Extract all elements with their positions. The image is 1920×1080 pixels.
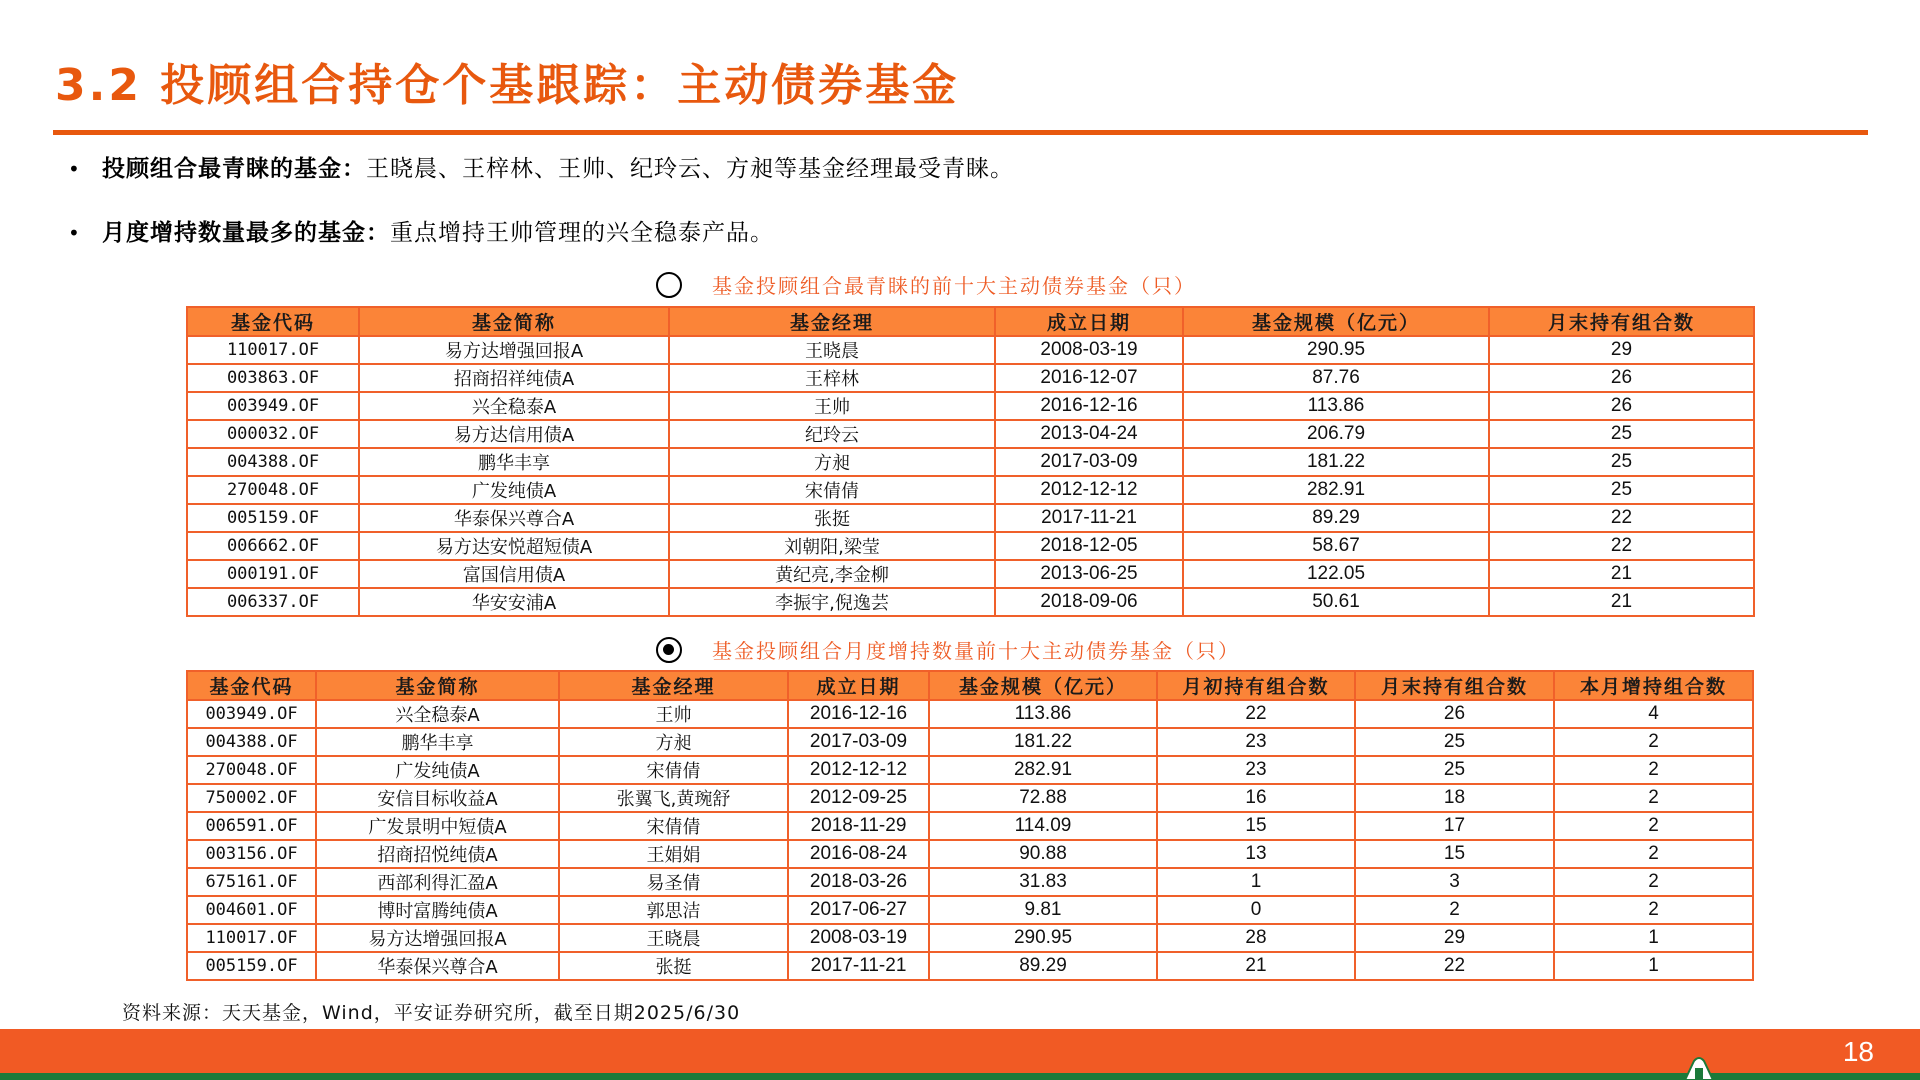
radio-filled-icon: [656, 637, 682, 663]
table-cell: 31.83: [929, 868, 1157, 896]
table-cell: 1: [1554, 924, 1753, 952]
table-cell: 2018-03-26: [788, 868, 929, 896]
table-cell: 90.88: [929, 840, 1157, 868]
table-cell: 23: [1157, 756, 1355, 784]
col-fund-name: 基金简称: [359, 307, 669, 336]
table-cell: 2017-11-21: [995, 504, 1183, 532]
table-cell: 290.95: [1183, 336, 1489, 364]
table-header-row: [187, 307, 1754, 336]
table-cell: 181.22: [1183, 448, 1489, 476]
table-cell: 2008-03-19: [995, 336, 1183, 364]
table-cell: 113.86: [1183, 392, 1489, 420]
table-cell: 王帅: [559, 700, 788, 728]
table-cell: 易圣倩: [559, 868, 788, 896]
table-cell: 21: [1157, 952, 1355, 980]
table-cell: 4: [1554, 700, 1753, 728]
table-row: [187, 420, 1754, 448]
table-cell: 西部利得汇盈A: [316, 868, 559, 896]
table-cell: 鹏华丰享: [316, 728, 559, 756]
table-cell: 003949.OF: [187, 700, 316, 728]
table-cell: 1: [1554, 952, 1753, 980]
table-cell: 750002.OF: [187, 784, 316, 812]
table-cell: 2016-12-07: [995, 364, 1183, 392]
col-fund-code: 基金代码: [187, 307, 359, 336]
table-row: [187, 840, 1753, 868]
table-cell: 89.29: [1183, 504, 1489, 532]
table-cell: 王娟娟: [559, 840, 788, 868]
table-cell: 003156.OF: [187, 840, 316, 868]
table-cell: 206.79: [1183, 420, 1489, 448]
table-cell: 易方达增强回报A: [316, 924, 559, 952]
table-row: [187, 532, 1754, 560]
table-cell: 675161.OF: [187, 868, 316, 896]
table-cell: 博时富腾纯债A: [316, 896, 559, 924]
table-cell: 易方达信用债A: [359, 420, 669, 448]
table-cell: 2: [1554, 812, 1753, 840]
table-cell: 兴全稳泰A: [359, 392, 669, 420]
table-cell: 89.29: [929, 952, 1157, 980]
table-cell: 华安安浦A: [359, 588, 669, 616]
table-cell: 张挺: [669, 504, 995, 532]
table-row: [187, 588, 1754, 616]
table-cell: 2018-12-05: [995, 532, 1183, 560]
table-cell: 290.95: [929, 924, 1157, 952]
col-fund-code: 基金代码: [187, 671, 316, 700]
table-row: [187, 392, 1754, 420]
table-row: [187, 336, 1754, 364]
table-cell: 87.76: [1183, 364, 1489, 392]
bullet-text: 重点增持王帅管理的兴全稳泰产品。: [390, 220, 774, 246]
col-fund-size: 基金规模（亿元）: [1183, 307, 1489, 336]
col-inception-date: 成立日期: [995, 307, 1183, 336]
table-row: [187, 476, 1754, 504]
table-cell: 18: [1355, 784, 1554, 812]
col-fund-size: 基金规模（亿元）: [929, 671, 1157, 700]
table-cell: 2012-12-12: [995, 476, 1183, 504]
table-cell: 22: [1489, 504, 1754, 532]
table1-caption: [712, 272, 1196, 300]
table-cell: 23: [1157, 728, 1355, 756]
favored-funds-table: [186, 306, 1755, 617]
table-cell: 王梓林: [669, 364, 995, 392]
table-cell: 22: [1489, 532, 1754, 560]
footer-bar: [0, 1029, 1920, 1073]
table-row: [187, 504, 1754, 532]
table-cell: 2013-04-24: [995, 420, 1183, 448]
table-cell: 113.86: [929, 700, 1157, 728]
table-cell: 郭思洁: [559, 896, 788, 924]
table1-caption-text: 基金投顾组合最青睐的前十大主动债券基金（只）: [712, 274, 1196, 298]
table2-caption-text: 基金投顾组合月度增持数量前十大主动债券基金（只）: [712, 639, 1240, 663]
radio-empty-icon: [656, 272, 682, 298]
col-month-end-holders: 月末持有组合数: [1489, 307, 1754, 336]
table-cell: 50.61: [1183, 588, 1489, 616]
table-cell: 000191.OF: [187, 560, 359, 588]
increased-holdings-table: [186, 670, 1754, 981]
col-inception-date: 成立日期: [788, 671, 929, 700]
table-cell: 22: [1157, 700, 1355, 728]
table-cell: 006337.OF: [187, 588, 359, 616]
table-cell: 17: [1355, 812, 1554, 840]
page-title: 3.2 投顾组合持仓个基跟踪：主动债券基金: [55, 60, 960, 111]
table-cell: 鹏华丰享: [359, 448, 669, 476]
table-cell: 2017-11-21: [788, 952, 929, 980]
table-cell: 2016-08-24: [788, 840, 929, 868]
table-cell: 易方达增强回报A: [359, 336, 669, 364]
table-cell: 004388.OF: [187, 448, 359, 476]
table-row: [187, 448, 1754, 476]
table-cell: 2017-06-27: [788, 896, 929, 924]
table-cell: 270048.OF: [187, 476, 359, 504]
table-row: [187, 784, 1753, 812]
table-cell: 宋倩倩: [669, 476, 995, 504]
col-month-start-holders: 月初持有组合数: [1157, 671, 1355, 700]
table-cell: 004601.OF: [187, 896, 316, 924]
table-cell: 李振宇,倪逸芸: [669, 588, 995, 616]
table-cell: 25: [1489, 448, 1754, 476]
title-divider: [53, 130, 1868, 135]
table-cell: 181.22: [929, 728, 1157, 756]
table-cell: 26: [1489, 364, 1754, 392]
table-cell: 282.91: [929, 756, 1157, 784]
page-number: 18: [1842, 1036, 1874, 1067]
table-cell: 25: [1489, 476, 1754, 504]
table-cell: 25: [1489, 420, 1754, 448]
table-cell: 广发景明中短债A: [316, 812, 559, 840]
table-cell: 2016-12-16: [995, 392, 1183, 420]
table-cell: 2017-03-09: [995, 448, 1183, 476]
table-cell: 004388.OF: [187, 728, 316, 756]
table-cell: 003863.OF: [187, 364, 359, 392]
table-cell: 2012-12-12: [788, 756, 929, 784]
table-header-row: [187, 671, 1753, 700]
table-cell: 15: [1355, 840, 1554, 868]
table-row: [187, 560, 1754, 588]
table-cell: 2016-12-16: [788, 700, 929, 728]
table-cell: 2008-03-19: [788, 924, 929, 952]
table-cell: 2018-09-06: [995, 588, 1183, 616]
table-cell: 黄纪亮,李金柳: [669, 560, 995, 588]
table-cell: 2: [1554, 728, 1753, 756]
table-cell: 21: [1489, 588, 1754, 616]
table-cell: 16: [1157, 784, 1355, 812]
table-cell: 21: [1489, 560, 1754, 588]
footer-green-line: [0, 1073, 1920, 1080]
table-cell: 29: [1355, 924, 1554, 952]
table-cell: 张翼飞,黄琬舒: [559, 784, 788, 812]
table-cell: 003949.OF: [187, 392, 359, 420]
table-cell: 招商招祥纯债A: [359, 364, 669, 392]
table-cell: 方昶: [559, 728, 788, 756]
table-cell: 270048.OF: [187, 756, 316, 784]
table-cell: 114.09: [929, 812, 1157, 840]
table-cell: 110017.OF: [187, 924, 316, 952]
table-cell: 29: [1489, 336, 1754, 364]
table-cell: 9.81: [929, 896, 1157, 924]
table-row: [187, 700, 1753, 728]
table-cell: 易方达安悦超短债A: [359, 532, 669, 560]
table-cell: 005159.OF: [187, 952, 316, 980]
table-cell: 王帅: [669, 392, 995, 420]
bullet-dot-icon: •: [68, 157, 81, 181]
table-row: [187, 364, 1754, 392]
col-month-end-holders: 月末持有组合数: [1355, 671, 1554, 700]
table-cell: 王晓晨: [669, 336, 995, 364]
table-cell: 13: [1157, 840, 1355, 868]
table-cell: 282.91: [1183, 476, 1489, 504]
table-cell: 2013-06-25: [995, 560, 1183, 588]
table-cell: 110017.OF: [187, 336, 359, 364]
table-row: [187, 896, 1753, 924]
table-cell: 58.67: [1183, 532, 1489, 560]
table-row: [187, 728, 1753, 756]
table-cell: 0: [1157, 896, 1355, 924]
table-cell: 005159.OF: [187, 504, 359, 532]
table-cell: 宋倩倩: [559, 812, 788, 840]
company-logo-icon: [1683, 1056, 1715, 1080]
bullet-favored-funds: [68, 154, 1014, 184]
table-cell: 006662.OF: [187, 532, 359, 560]
table-cell: 28: [1157, 924, 1355, 952]
table-row: [187, 812, 1753, 840]
bullet-text: 王晓晨、王梓林、王帅、纪玲云、方昶等基金经理最受青睐。: [366, 156, 1014, 182]
table-cell: 广发纯债A: [359, 476, 669, 504]
table-cell: 广发纯债A: [316, 756, 559, 784]
table-cell: 2012-09-25: [788, 784, 929, 812]
table-cell: 26: [1355, 700, 1554, 728]
table-cell: 招商招悦纯债A: [316, 840, 559, 868]
table-cell: 22: [1355, 952, 1554, 980]
table-cell: 2: [1355, 896, 1554, 924]
table-cell: 张挺: [559, 952, 788, 980]
table-cell: 25: [1355, 756, 1554, 784]
table-cell: 3: [1355, 868, 1554, 896]
table-cell: 兴全稳泰A: [316, 700, 559, 728]
col-fund-manager: 基金经理: [559, 671, 788, 700]
table-cell: 2017-03-09: [788, 728, 929, 756]
table-cell: 2: [1554, 756, 1753, 784]
table-cell: 华泰保兴尊合A: [359, 504, 669, 532]
table-cell: 2018-11-29: [788, 812, 929, 840]
table-cell: 安信目标收益A: [316, 784, 559, 812]
bullet-label: 月度增持数量最多的基金：: [102, 220, 390, 246]
table-cell: 26: [1489, 392, 1754, 420]
table-row: [187, 756, 1753, 784]
table-cell: 25: [1355, 728, 1554, 756]
table-row: [187, 952, 1753, 980]
table-cell: 15: [1157, 812, 1355, 840]
col-fund-name: 基金简称: [316, 671, 559, 700]
table-cell: 000032.OF: [187, 420, 359, 448]
col-fund-manager: 基金经理: [669, 307, 995, 336]
table-row: [187, 924, 1753, 952]
bullet-dot-icon: •: [68, 221, 81, 245]
bullet-label: 投顾组合最青睐的基金：: [102, 156, 366, 182]
source-note: 资料来源：天天基金，Wind，平安证券研究所，截至日期2025/6/30: [122, 1002, 741, 1024]
table-cell: 006591.OF: [187, 812, 316, 840]
table-cell: 方昶: [669, 448, 995, 476]
table-cell: 2: [1554, 784, 1753, 812]
table-cell: 刘朝阳,梁莹: [669, 532, 995, 560]
table-cell: 富国信用债A: [359, 560, 669, 588]
col-increase-holders: 本月增持组合数: [1554, 671, 1753, 700]
table-cell: 纪玲云: [669, 420, 995, 448]
table-cell: 华泰保兴尊合A: [316, 952, 559, 980]
table-cell: 1: [1157, 868, 1355, 896]
table-cell: 2: [1554, 840, 1753, 868]
table-cell: 王晓晨: [559, 924, 788, 952]
table-cell: 2: [1554, 896, 1753, 924]
table2-caption: [712, 637, 1240, 665]
table-row: [187, 868, 1753, 896]
bullet-increased-funds: [68, 218, 774, 248]
table-cell: 122.05: [1183, 560, 1489, 588]
table-cell: 宋倩倩: [559, 756, 788, 784]
table-cell: 2: [1554, 868, 1753, 896]
table-cell: 72.88: [929, 784, 1157, 812]
